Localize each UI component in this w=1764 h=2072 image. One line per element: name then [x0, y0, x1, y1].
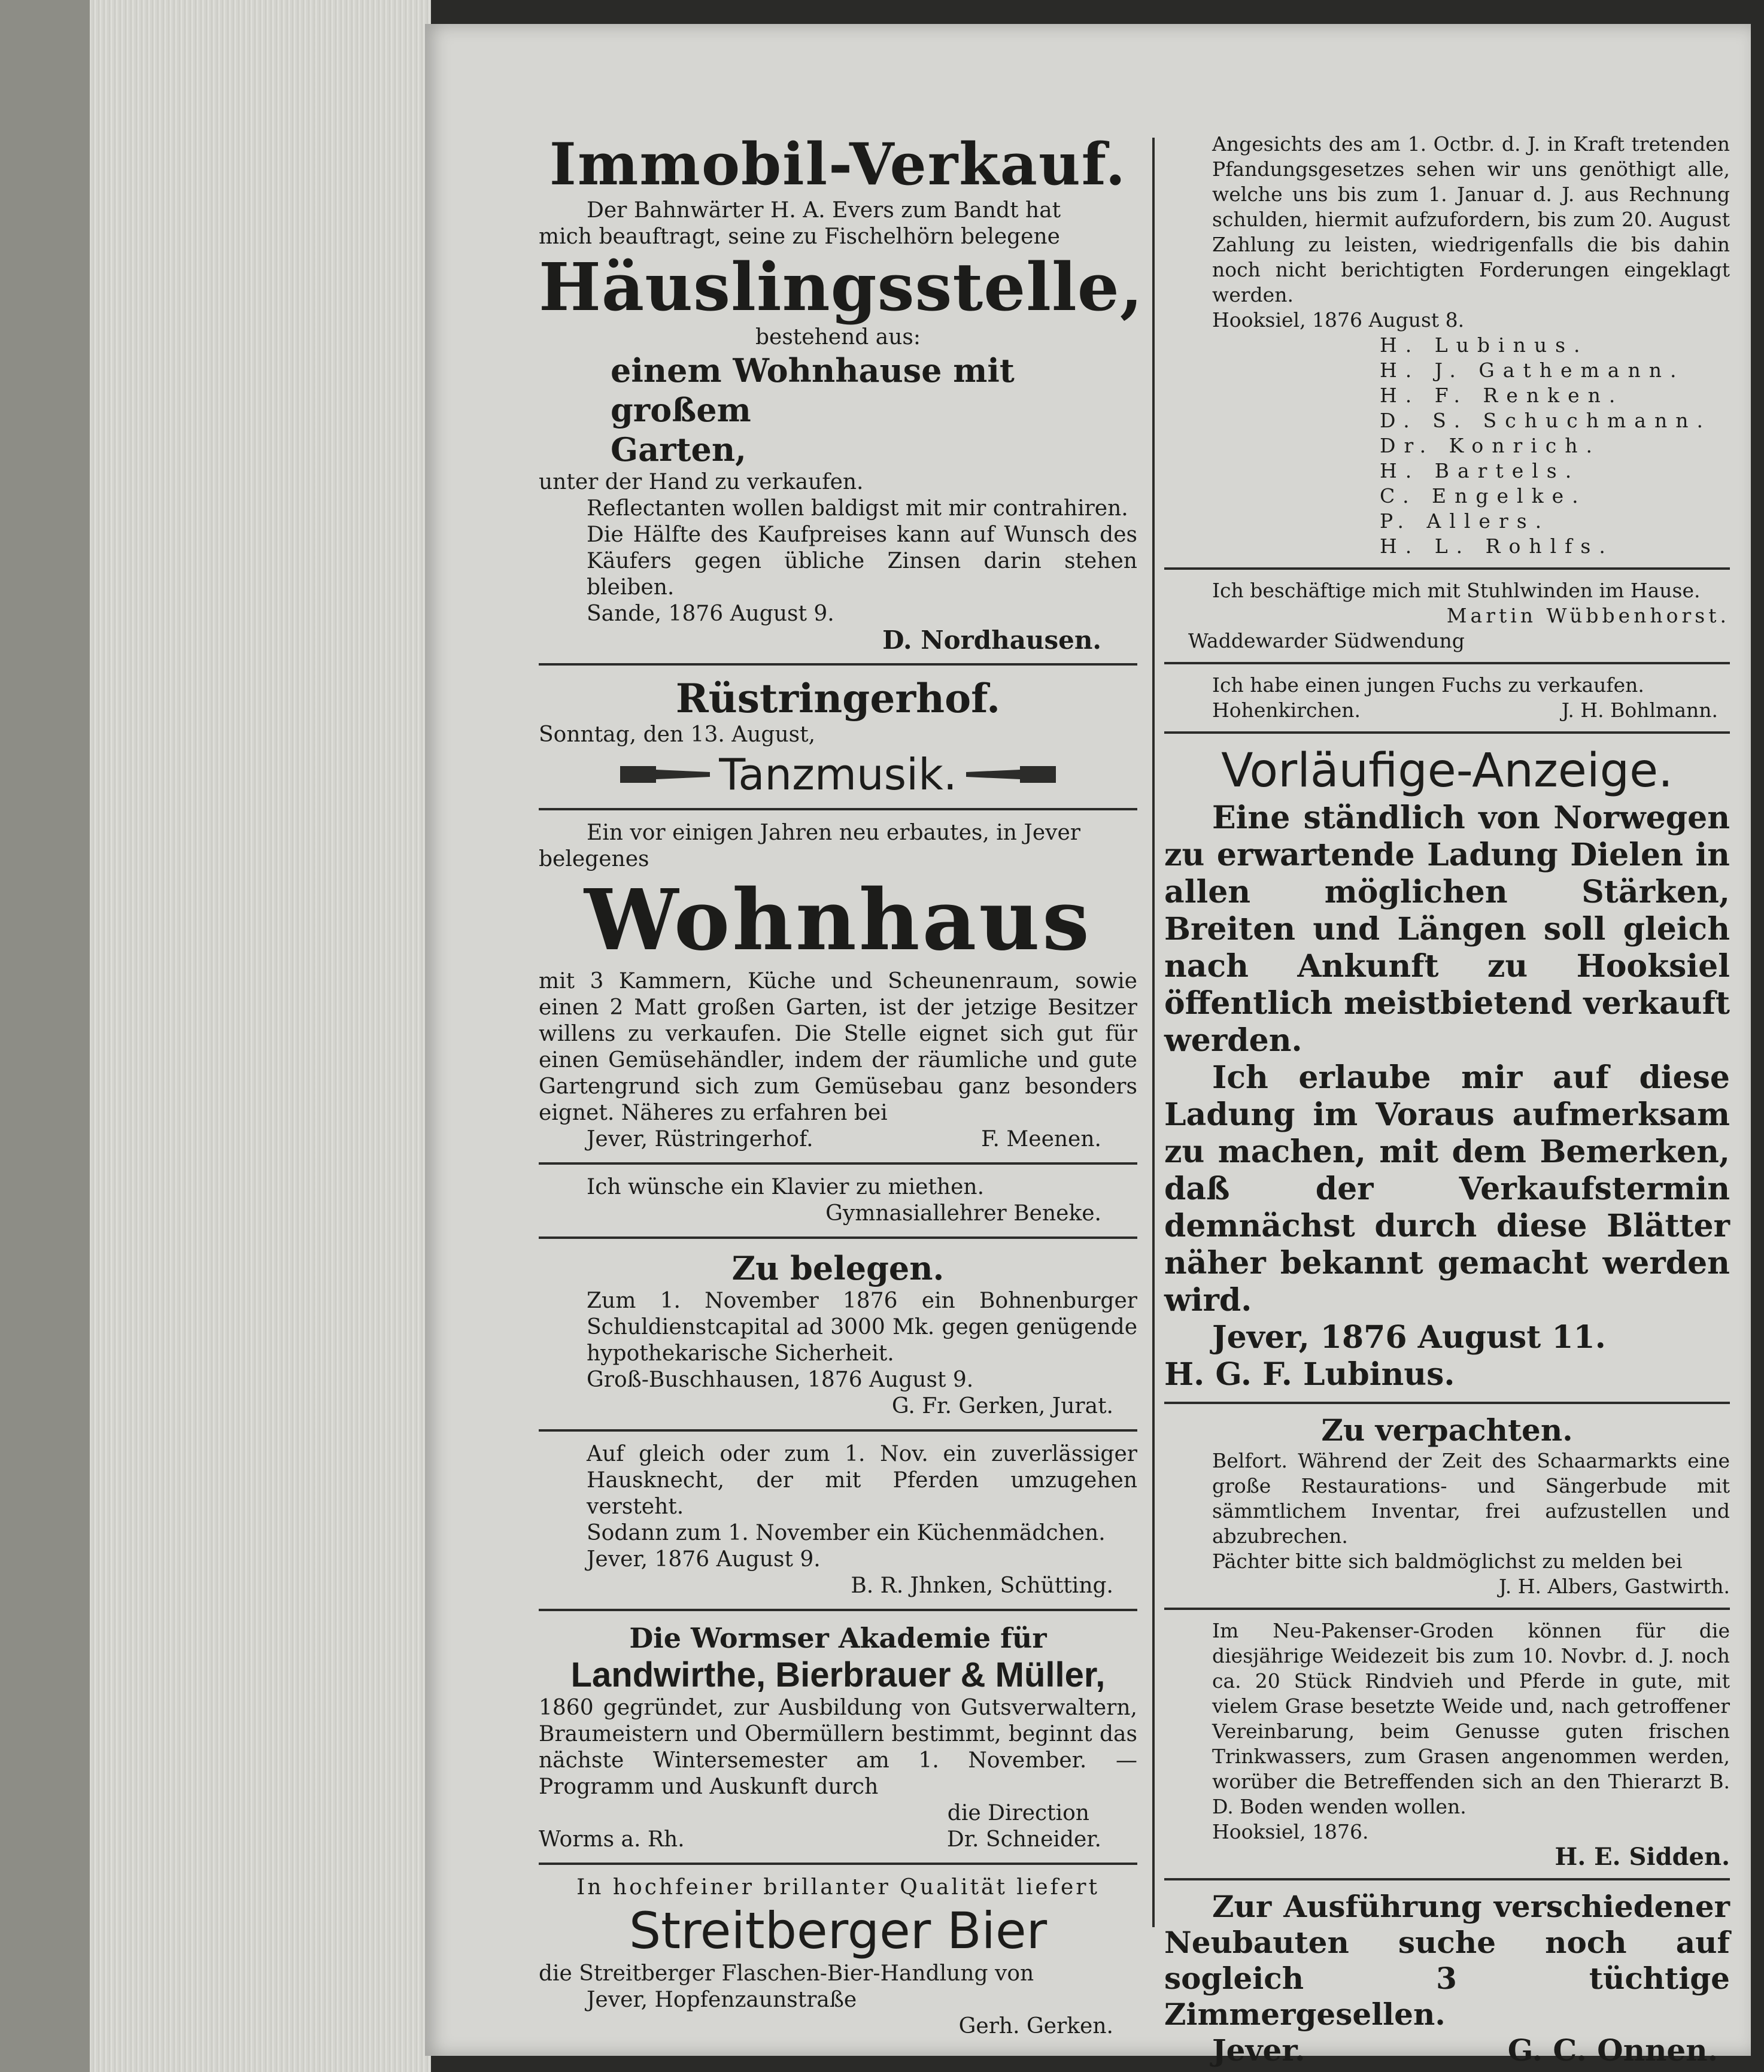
ad-signature: J. H. Bohlmann. — [1561, 698, 1718, 722]
ad-text: einem Wohnhause mit großem — [611, 351, 1015, 429]
ad-wormser-akademie — [539, 1621, 1137, 1853]
ad-text: Zum 1. November 1876 ein Bohnenburger Schuldienstcapital ad 3000 Mk. gegen genügende hypothekarische Sicherheit. — [587, 1289, 1137, 1366]
ad-text: Angesichts des am 1. Octbr. d. J. in Kraft tretenden Pfandungsgesetzes sehen wir uns genöthigt alle, welche uns bis zum 1. Januar d. J. aus Rechnung schulden, hiermit aufzufordern, bis zum 20. August Zahlung zu leisten, wiedrigenfalls die bis dahin noch nicht berichtigten Forderungen eingeklagt werden. — [1212, 132, 1730, 306]
ad-place-date: Hooksiel, 1876 August 8. — [1212, 308, 1465, 332]
signatory: Dr. Konrich. — [1380, 434, 1601, 457]
ad-stuhlwinden — [1164, 578, 1730, 654]
ad-place: Waddewarder Südwendung — [1188, 629, 1465, 652]
ad-text: bestehend aus: — [755, 325, 921, 350]
signatory: H. Lubinus. — [1380, 333, 1589, 357]
divider — [1164, 662, 1730, 664]
ad-signature: H. E. Sidden. — [1554, 1843, 1730, 1871]
ad-signature: Dr. Schneider. — [946, 1827, 1101, 1852]
ad-hausknecht — [539, 1441, 1137, 1599]
signatory: H. J. Gathemann. — [1380, 359, 1685, 382]
ad-place: Worms a. Rh. — [539, 1827, 685, 1852]
ad-text: Pächter bitte sich baldmöglichst zu melden bei — [1212, 1550, 1683, 1573]
ad-text: Ich wünsche ein Klavier zu miethen. — [587, 1175, 985, 1199]
ad-text: Auf gleich oder zum 1. Nov. ein zuverlässiger Hausknecht, der mit Pferden umzugehen versteht. — [587, 1442, 1137, 1519]
ad-signature: F. Meenen. — [981, 1127, 1101, 1152]
divider — [1164, 567, 1730, 570]
ad-pfandungsgesetz — [1164, 132, 1730, 559]
ad-place: Hohenkirchen. — [1212, 698, 1361, 722]
signatory: H. F. Renken. — [1380, 384, 1624, 407]
ad-headline: Streitberger Bier — [629, 1901, 1048, 1960]
signatory: P. Allers. — [1380, 509, 1550, 533]
ad-title: Die Wormser Akademie für — [629, 1622, 1047, 1654]
ad-text: Die Hälfte des Kaufpreises kann auf Wunsch des Käufers gegen übliche Zinsen darin stehen bleiben. — [587, 522, 1137, 600]
ad-text: unter der Hand zu verkaufen. — [539, 470, 864, 494]
ad-wohnhaus — [539, 820, 1137, 1153]
ad-headline: Landwirthe, Bierbrauer & Müller, — [570, 1655, 1106, 1694]
ad-zu-verpachten — [1164, 1412, 1730, 1599]
ad-title: Vorläufige-Anzeige. — [1221, 744, 1673, 798]
ad-klavier — [539, 1174, 1137, 1227]
divider — [539, 808, 1137, 810]
ad-signature: B. R. Jhnken, Schütting. — [851, 1573, 1113, 1598]
ad-place-date: Jever, 1876 August 9. — [587, 1547, 821, 1572]
ad-text: Reflectanten wollen baldigst mit mir contrahiren. — [587, 496, 1128, 521]
ad-headline: Wohnhaus — [584, 871, 1092, 970]
signatory-list — [1164, 333, 1730, 559]
ad-text: In hochfeiner brillanter Qualität liefert — [576, 1875, 1100, 1900]
ad-title: Zu verpachten. — [1321, 1412, 1573, 1448]
divider — [1164, 1878, 1730, 1880]
divider — [539, 1236, 1137, 1239]
divider — [539, 1162, 1137, 1165]
column-divider — [1152, 138, 1155, 1927]
ad-text: Zur Ausführung verschiedener Neubauten suche noch auf sogleich 3 tüchtige Zimmergesellen. — [1164, 1889, 1730, 2032]
ad-signature: G. Fr. Gerken, Jurat. — [891, 1394, 1113, 1418]
ad-text: Im Neu-Pakenser-Groden können für die diesjährige Weidezeit bis zum 10. Novbr. d. J. noch ca. 20 Stück Rindvieh und Pferde in gute, mit vielem Grase besetzte Weide und, nach getroffener Vereinbarung, beim Genusse guten frischen Trinkwassers, zum Grasen angenommen werden, worüber die Betreffenden sich an den Thierarzt B. D. Boden wenden wollen. — [1212, 1619, 1730, 1818]
ad-signature: J. H. Albers, Gastwirth. — [1499, 1575, 1730, 1598]
ad-signature: Gymnasiallehrer Beneke. — [825, 1201, 1101, 1226]
ad-text: Jever, Hopfenzaunstraße — [587, 1988, 857, 2012]
ad-text: Sodann zum 1. November ein Küchenmädchen. — [587, 1521, 1106, 1545]
ad-title: Immobil-Verkauf. — [549, 130, 1127, 198]
divider — [539, 1609, 1137, 1611]
ad-place-date: Sande, 1876 August 9. — [587, 601, 834, 626]
ad-streitberger-bier — [539, 1874, 1137, 2040]
ad-text: Belfort. Während der Zeit des Schaarmarkts eine große Restaurations- und Sängerbude mit sämmtlichem Inventar, frei aufzustellen und abzubrechen. — [1212, 1449, 1730, 1548]
ad-vorlaeufige-anzeige — [1164, 742, 1730, 1393]
divider — [1164, 731, 1730, 734]
ad-text: belegenes — [539, 847, 649, 871]
divider — [539, 1863, 1137, 1865]
divider — [539, 1429, 1137, 1432]
ad-zimmergesellen — [1164, 1889, 1730, 2068]
ad-headline: Häuslingsstelle, — [539, 248, 1144, 326]
ad-place: Jever. — [1212, 2032, 1305, 2068]
ad-place: Jever, Rüstringerhof. — [587, 1127, 813, 1152]
ad-fuchs — [1164, 673, 1730, 723]
ad-headline: Tanzmusik. — [719, 749, 957, 800]
newspaper-page — [425, 24, 1751, 2068]
ad-title: Rüstringerhof. — [675, 675, 1001, 722]
ad-signature: G. C. Onnen. — [1507, 2032, 1718, 2068]
ad-text: Eine ständlich von Norwegen zu erwartende Ladung Dielen in allen möglichen Stärken, Breiten und Längen soll gleich nach Ankunft zu Hooksiel öffentlich meistbietend verkauft werden. — [1164, 800, 1730, 1059]
ad-text: mit 3 Kammern, Küche und Scheunenraum, sowie einen 2 Matt großen Garten, ist der jetzige Besitzer willens zu verkaufen. Die Stelle eignet sich gut für einen Gemüsehändler, indem der räumliche und gute Gartengrund sich zum Gemüsebau ganz besonders eignet. Näheres zu erfahren bei — [539, 969, 1137, 1125]
ad-place-date: Hooksiel, 1876. — [1212, 1820, 1369, 1843]
signatory: C. Engelke. — [1380, 484, 1587, 508]
pointing-hand-icon — [960, 761, 1056, 788]
ad-text: 1860 gegründet, zur Ausbildung von Gutsverwaltern, Braumeistern und Obermüllern bestimmt, beginnt das nächste Wintersemester am 1. November. — Programm und Auskunft durch — [539, 1696, 1137, 1799]
ad-weide — [1164, 1618, 1730, 1870]
signatory: H. L. Rohlfs. — [1380, 534, 1614, 558]
divider — [1164, 1402, 1730, 1404]
ad-signature: Gerh. Gerken. — [958, 2014, 1113, 2038]
ad-place-date: Groß-Buschhausen, 1876 August 9. — [587, 1368, 974, 1392]
ad-signature: D. Nordhausen. — [882, 625, 1101, 655]
signatory: D. S. Schuchmann. — [1380, 409, 1711, 432]
divider — [539, 663, 1137, 666]
ad-text: Ich habe einen jungen Fuchs zu verkaufen. — [1212, 673, 1644, 697]
divider — [1164, 1608, 1730, 1610]
ad-text: Der Bahnwärter H. A. Evers zum Bandt hat — [587, 198, 1061, 223]
left-column — [539, 130, 1144, 2040]
ad-text: Sonntag, den 13. August, — [539, 722, 816, 747]
ad-ruestringerhof — [539, 675, 1137, 798]
ad-text: Ein vor einigen Jahren neu erbautes, in Jever — [587, 821, 1080, 845]
ad-signature: Martin Wübbenhorst. — [1446, 604, 1730, 627]
signatory: H. Bartels. — [1380, 459, 1580, 482]
ad-text: Garten, — [611, 430, 746, 469]
pointing-hand-icon — [620, 761, 716, 788]
ad-text: die Direction — [947, 1801, 1089, 1825]
ad-text: mich beauftragt, seine zu Fischelhörn belegene — [539, 224, 1060, 249]
ad-signature: H. G. F. Lubinus. — [1164, 1356, 1455, 1393]
ad-title: Zu belegen. — [731, 1249, 945, 1287]
ad-text: Ich beschäftige mich mit Stuhlwinden im Hause. — [1212, 579, 1701, 602]
ad-text: Ich erlaube mir auf diese Ladung im Voraus aufmerksam zu machen, mit dem Bemerken, daß der Verkaufstermin demnächst durch diese Blätter näher bekannt gemacht werden wird. — [1164, 1059, 1730, 1318]
ad-immobil-verkauf — [539, 130, 1144, 655]
right-column — [1164, 132, 1730, 2068]
ad-text: die Streitberger Flaschen-Bier-Handlung von — [539, 1961, 1034, 1986]
book-cover-edge — [0, 0, 90, 2072]
ad-zu-belegen — [539, 1248, 1137, 1420]
ad-place-date: Jever, 1876 August 11. — [1212, 1319, 1606, 1356]
